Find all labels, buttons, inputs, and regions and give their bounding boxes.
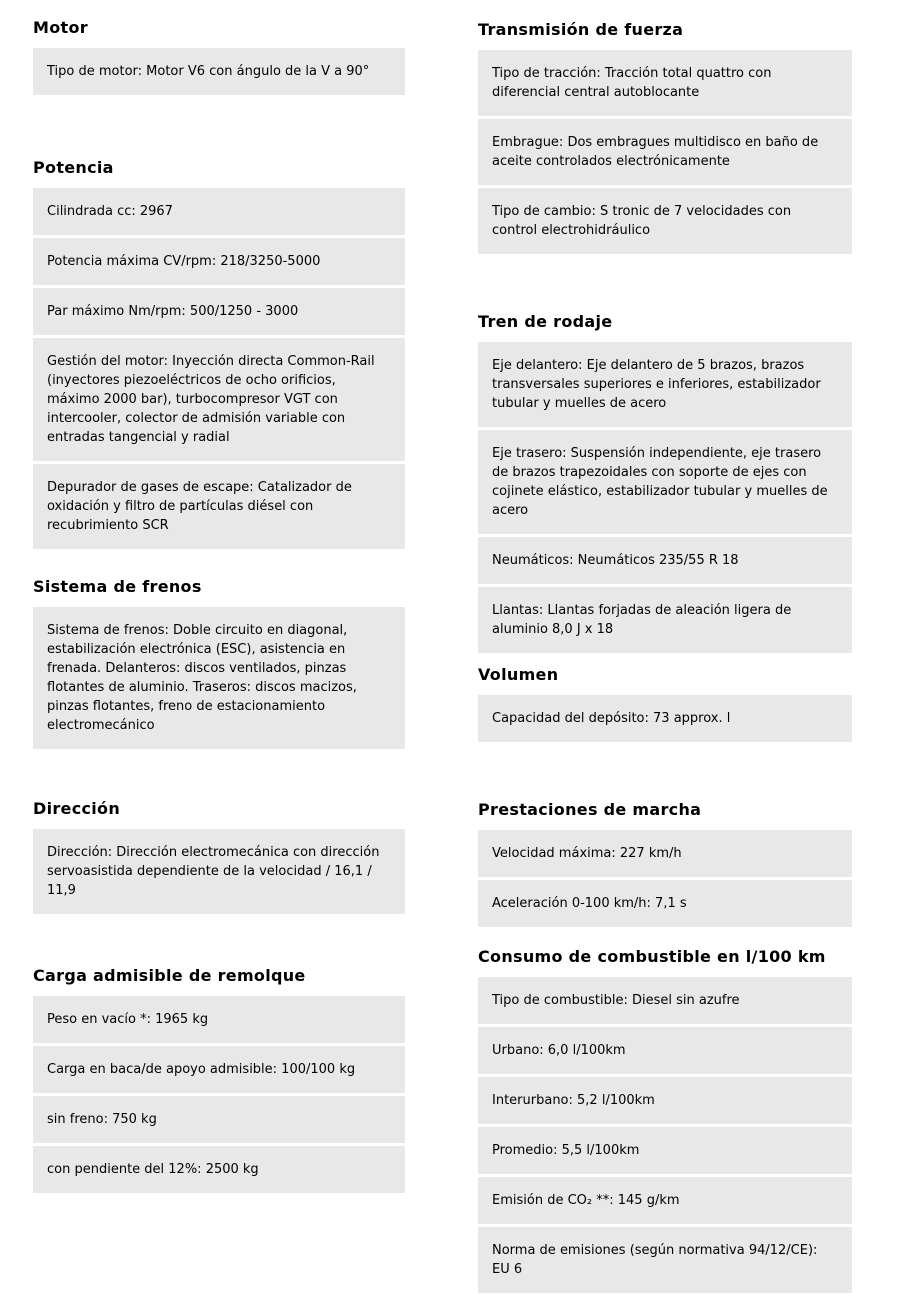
spec-column-left	[33, 0, 405, 1196]
spec-item: Par máximo Nm/rpm: 500/1250 - 3000	[33, 288, 405, 335]
spec-item: Velocidad máxima: 227 km/h	[478, 830, 852, 877]
spec-item: Neumáticos: Neumáticos 235/55 R 18	[478, 537, 852, 584]
spec-list-direccion	[33, 829, 405, 914]
section-direccion	[33, 799, 405, 914]
spec-list-potencia	[33, 188, 405, 549]
section-potencia	[33, 158, 405, 549]
section-title-transmision: Transmisión de fuerza	[478, 20, 684, 39]
spec-list-remolque	[33, 996, 405, 1193]
spec-item: Eje delantero: Eje delantero de 5 brazos, brazos transversales superiores e inferiores, estabilizador tubular y muelles de acero	[478, 342, 852, 427]
spec-item: Tipo de motor: Motor V6 con ángulo de la V a 90°	[33, 48, 405, 95]
spec-item: Norma de emisiones (según normativa 94/12/CE): EU 6	[478, 1227, 852, 1293]
spec-item: Emisión de CO₂ **: 145 g/km	[478, 1177, 852, 1224]
section-rodaje	[478, 312, 852, 653]
spec-item: sin freno: 750 kg	[33, 1096, 405, 1143]
section-title-direccion: Dirección	[33, 799, 121, 818]
section-motor	[33, 18, 405, 95]
spec-list-rodaje	[478, 342, 852, 653]
spec-item: Sistema de frenos: Doble circuito en diagonal, estabilización electrónica (ESC), asistencia en frenada. Delanteros: discos ventilados, pinzas flotantes de aluminio. Traseros: discos macizos, pinzas flotantes, freno de estacionamiento electromecánico	[33, 607, 405, 749]
section-title-potencia: Potencia	[33, 158, 114, 177]
spec-item: Llantas: Llantas forjadas de aleación ligera de aluminio 8,0 J x 18	[478, 587, 852, 653]
section-title-remolque: Carga admisible de remolque	[33, 966, 306, 985]
spec-item: Tipo de combustible: Diesel sin azufre	[478, 977, 852, 1024]
spec-item: Promedio: 5,5 l/100km	[478, 1127, 852, 1174]
section-title-motor: Motor	[33, 18, 88, 37]
spec-list-volumen	[478, 695, 852, 742]
spec-item: con pendiente del 12%: 2500 kg	[33, 1146, 405, 1193]
section-title-volumen: Volumen	[478, 665, 559, 684]
section-frenos	[33, 577, 405, 749]
section-volumen	[478, 665, 852, 742]
spec-item: Depurador de gases de escape: Catalizador de oxidación y filtro de partículas diésel con recubrimiento SCR	[33, 464, 405, 549]
spec-item: Dirección: Dirección electromecánica con dirección servoasistida dependiente de la velocidad / 16,1 / 11,9	[33, 829, 405, 914]
spec-column-right	[478, 0, 852, 1296]
section-title-prestaciones: Prestaciones de marcha	[478, 800, 702, 819]
spec-item: Interurbano: 5,2 l/100km	[478, 1077, 852, 1124]
section-title-frenos: Sistema de frenos	[33, 577, 202, 596]
spec-list-frenos	[33, 607, 405, 749]
spec-list-motor	[33, 48, 405, 95]
spec-item: Aceleración 0-100 km/h: 7,1 s	[478, 880, 852, 927]
spec-item: Peso en vacío *: 1965 kg	[33, 996, 405, 1043]
section-title-consumo: Consumo de combustible en l/100 km	[478, 947, 826, 966]
spec-item: Gestión del motor: Inyección directa Common-Rail (inyectores piezoeléctricos de ocho orificios, máximo 2000 bar), turbocompresor VGT con intercooler, colector de admisión variable con entradas tangencial y radial	[33, 338, 405, 461]
section-title-rodaje: Tren de rodaje	[478, 312, 613, 331]
spec-list-prestaciones	[478, 830, 852, 927]
section-transmision	[478, 20, 852, 254]
spec-item: Cilindrada cc: 2967	[33, 188, 405, 235]
spec-item: Carga en baca/de apoyo admisible: 100/100 kg	[33, 1046, 405, 1093]
spec-list-consumo	[478, 977, 852, 1293]
spec-item: Tipo de cambio: S tronic de 7 velocidades con control electrohidráulico	[478, 188, 852, 254]
spec-list-transmision	[478, 50, 852, 254]
spec-item: Embrague: Dos embragues multidisco en baño de aceite controlados electrónicamente	[478, 119, 852, 185]
spec-item: Potencia máxima CV/rpm: 218/3250-5000	[33, 238, 405, 285]
section-consumo	[478, 947, 852, 1293]
spec-item: Urbano: 6,0 l/100km	[478, 1027, 852, 1074]
spec-item: Eje trasero: Suspensión independiente, eje trasero de brazos trapezoidales con soporte de ejes con cojinete elástico, estabilizador tubular y muelles de acero	[478, 430, 852, 534]
spec-item: Tipo de tracción: Tracción total quattro con diferencial central autoblocante	[478, 50, 852, 116]
section-remolque	[33, 966, 405, 1193]
section-prestaciones	[478, 800, 852, 927]
spec-item: Capacidad del depósito: 73 approx. l	[478, 695, 852, 742]
